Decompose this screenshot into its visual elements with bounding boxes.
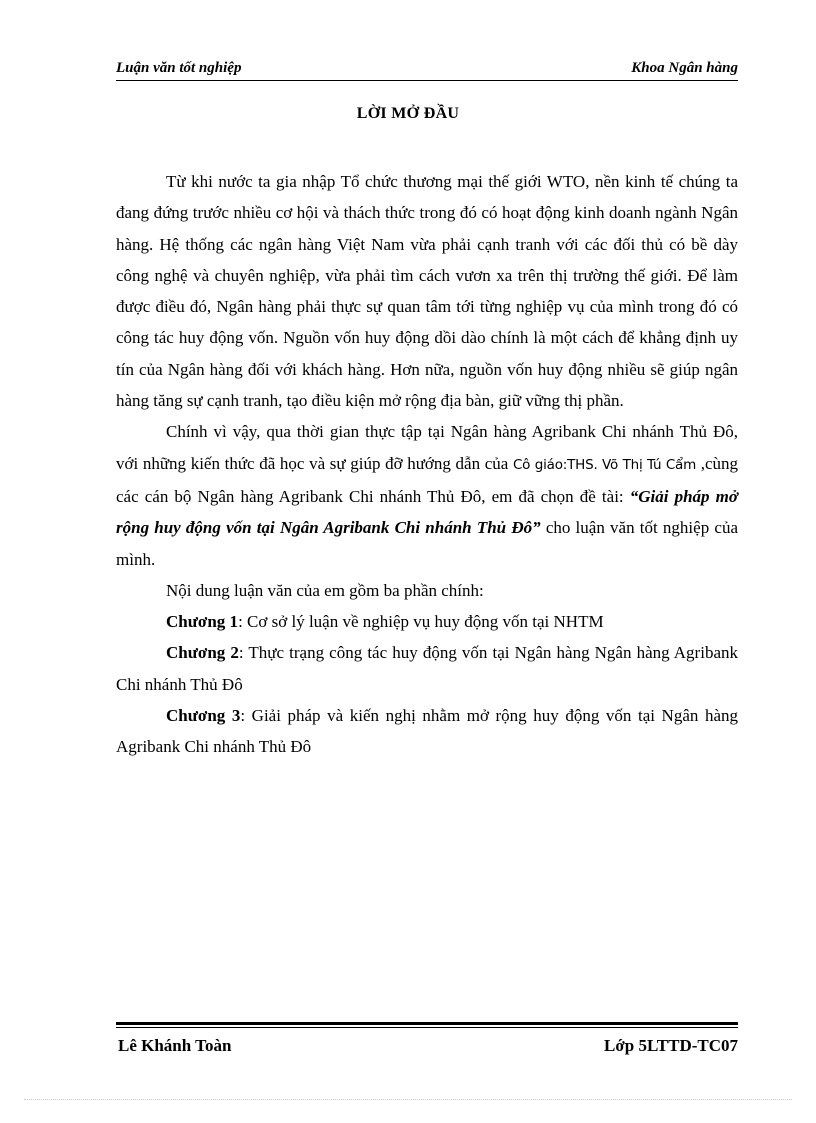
chapter-item — [116, 606, 738, 637]
header-right: Khoa Ngân hàng — [631, 60, 738, 76]
page-title: LỜI MỞ ĐẦU — [356, 105, 460, 122]
chapter-label: Chương 3 — [166, 706, 241, 726]
paragraph-topic — [116, 416, 738, 574]
chapter-item — [116, 700, 738, 763]
paragraph-topic-b: ,cùng các cán bộ Ngân hàng Agribank Chi nhánh Thủ Đô, em đã chọn đề tài: — [116, 453, 739, 506]
footer-author: Lê Khánh Toàn — [118, 1036, 232, 1055]
thesis-title: “Giải pháp mở rộng huy động vốn tại Ngân Agribank Chi nhánh Thủ Đô” — [116, 486, 738, 538]
chapter-item — [116, 637, 738, 700]
footer-rule-thin — [116, 1027, 738, 1028]
header-left: Luận văn tốt nghiệp — [116, 60, 242, 76]
page-bottom-border — [24, 1099, 792, 1100]
paragraph-outline: Nội dung luận văn của em gồm ba phần chính: — [166, 580, 484, 600]
footer-rule-thick — [116, 1022, 738, 1025]
chapter-text: : Giải pháp và kiến nghị nhằm mở rộng huy động vốn tại Ngân hàng Agribank Chi nhánh Thủ Đô — [116, 706, 738, 757]
header-rule — [116, 80, 738, 81]
footer-class: Lớp 5LTTD-TC07 — [604, 1036, 738, 1055]
paragraph-intro: Từ khi nước ta gia nhập Tổ chức thương mại thế giới WTO, nền kinh tế chúng ta đang đứng trước nhiều cơ hội và thách thức trong đó có hoạt động kinh doanh ngành Ngân hàng. Hệ thống các ngân hàng Việt Nam vừa phải cạnh tranh với các đối thủ có bề dày công nghệ và chuyên nghiệp, vừa phải tìm cách vươn xa trên thị trường thế giới. Để làm được điều đó, Ngân hàng phải thực sự quan tâm tới từng nghiệp vụ của mình trong đó có công tác huy động vốn. Nguồn vốn huy động dồi dào chính là một cách để khẳng định uy tín của Ngân hàng đối với khách hàng. Hơn nữa, nguồn vốn huy động nhiều sẽ giúp ngân hàng tăng sự cạnh tranh, tạo điều kiện mở rộng địa bàn, giữ vững thị phần. — [116, 172, 738, 411]
chapter-text: : Cơ sở lý luận về nghiệp vụ huy động vốn tại NHTM — [238, 612, 604, 632]
paragraph-topic-c: cho luận văn tốt nghiệp của mình. — [116, 518, 738, 569]
chapter-label: Chương 1 — [166, 612, 239, 632]
page-header — [116, 60, 738, 82]
chapter-label: Chương 2 — [166, 643, 239, 663]
advisor-name: Cô giáo:THS. Võ Thị Tú Cẩm — [512, 456, 697, 473]
paragraph-topic-a: Chính vì vậy, qua thời gian thực tập tại Ngân hàng Agribank Chi nhánh Thủ Đô, với những kiến thức đã học và sự giúp đỡ hướng dẫn của — [116, 422, 738, 473]
chapter-text: : Thực trạng công tác huy động vốn tại Ngân hàng Ngân hàng Agribank Chi nhánh Thủ Đô — [116, 643, 738, 694]
page-footer — [116, 1036, 738, 1058]
document-body — [116, 166, 738, 763]
